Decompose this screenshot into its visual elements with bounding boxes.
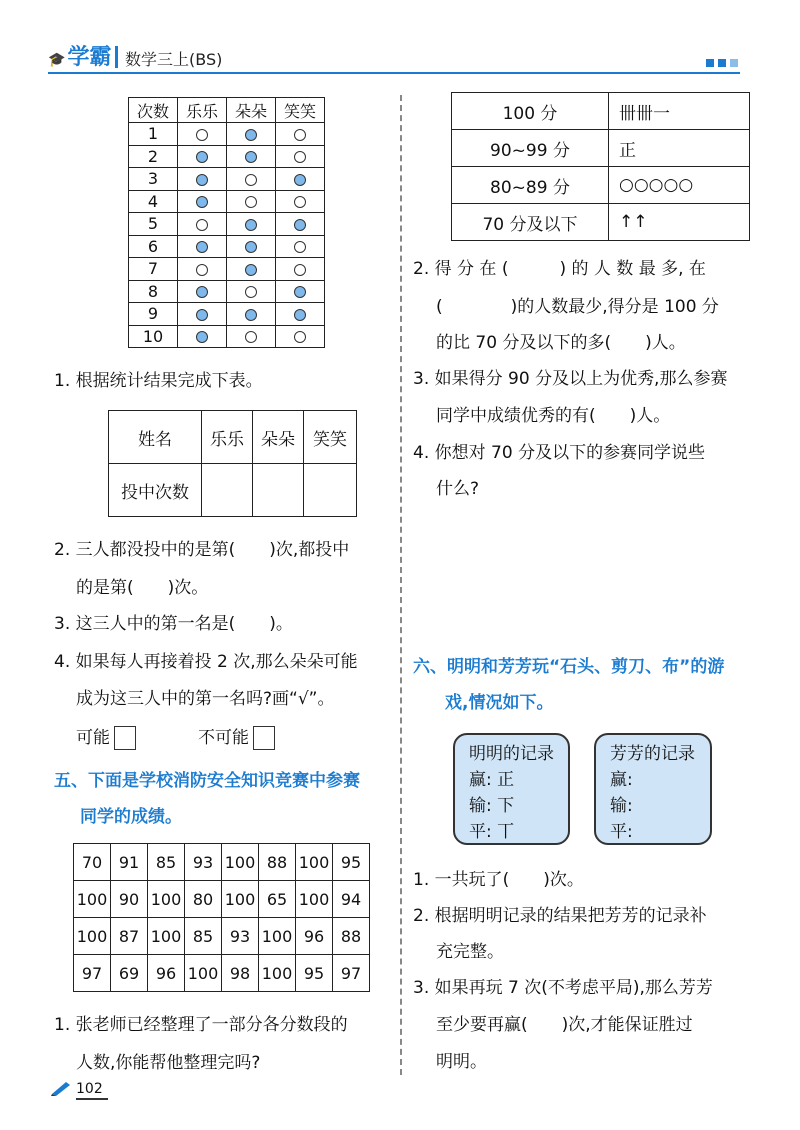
hit-circle-icon bbox=[294, 286, 306, 298]
shot-cell bbox=[178, 280, 227, 303]
r-question-2-line1: 2. 得 分 在 ( ) 的 人 数 最 多, 在 bbox=[413, 259, 706, 279]
shot-cell bbox=[227, 303, 276, 326]
hit-circle-icon bbox=[196, 309, 208, 321]
shot-number: 4 bbox=[129, 190, 178, 213]
range-cell: 80~89 分 bbox=[452, 167, 609, 204]
shot-cell bbox=[227, 168, 276, 191]
score-cell: 80 bbox=[185, 881, 222, 918]
r-question-4-line1: 4. 你想对 70 分及以下的参赛同学说些 bbox=[413, 443, 706, 463]
section-5-q1-line1: 1. 张老师已经整理了一部分各分数段的 bbox=[54, 1015, 348, 1035]
header-square-icon bbox=[706, 59, 714, 67]
score-cell: 100 bbox=[74, 918, 111, 955]
answer-cell[interactable] bbox=[253, 464, 304, 517]
hit-circle-icon bbox=[196, 174, 208, 186]
score-cell: 69 bbox=[111, 955, 148, 992]
r6-question-2-line1: 2. 根据明明记录的结果把芳芳的记录补 bbox=[413, 906, 707, 926]
shot-number: 5 bbox=[129, 213, 178, 236]
score-cell: 100 bbox=[259, 955, 296, 992]
score-cell: 100 bbox=[296, 881, 333, 918]
page-number: 102 bbox=[76, 1081, 103, 1097]
score-cell: 90 bbox=[111, 881, 148, 918]
option-can-label: 可能 bbox=[76, 728, 110, 748]
shot-cell bbox=[178, 123, 227, 146]
shot-row bbox=[129, 123, 325, 146]
card-draw: 平: bbox=[610, 822, 633, 842]
distribution-row bbox=[452, 130, 750, 167]
shot-cell bbox=[178, 213, 227, 236]
shot-number: 1 bbox=[129, 123, 178, 146]
shot-row bbox=[129, 168, 325, 191]
cannot-checkbox[interactable] bbox=[253, 726, 275, 750]
miss-circle-icon bbox=[294, 264, 306, 276]
section-6-title-line1: 六、明明和芳芳玩“石头、剪刀、布”的游 bbox=[413, 657, 725, 677]
tally-cell: 正 bbox=[609, 130, 750, 167]
result-header-lele: 乐乐 bbox=[202, 411, 253, 464]
score-cell: 85 bbox=[185, 918, 222, 955]
score-cell: 85 bbox=[148, 844, 185, 881]
score-cell: 93 bbox=[185, 844, 222, 881]
r6-question-3-line1: 3. 如果再玩 7 次(不考虑平局),那么芳芳 bbox=[413, 978, 713, 998]
question-4-line1: 4. 如果每人再接着投 2 次,那么朵朵可能 bbox=[54, 652, 358, 672]
score-cell: 96 bbox=[296, 918, 333, 955]
footer-rule bbox=[76, 1098, 108, 1100]
hit-circle-icon bbox=[196, 286, 208, 298]
distribution-table bbox=[451, 92, 750, 241]
can-checkbox[interactable] bbox=[114, 726, 136, 750]
shot-table-header bbox=[129, 98, 325, 123]
score-cell: 96 bbox=[148, 955, 185, 992]
logo-divider bbox=[115, 46, 118, 68]
card-draw: 平: 丅 bbox=[469, 822, 515, 842]
question-4-line2: 成为这三人中的第一名吗?画“√”。 bbox=[76, 689, 335, 709]
miss-circle-icon bbox=[245, 331, 257, 343]
miss-circle-icon bbox=[294, 241, 306, 253]
hit-circle-icon bbox=[196, 196, 208, 208]
book-title: 数学三上(BS) bbox=[125, 50, 223, 69]
shot-cell bbox=[178, 168, 227, 191]
score-row bbox=[74, 955, 370, 992]
shot-cell bbox=[178, 325, 227, 348]
score-cell: 91 bbox=[111, 844, 148, 881]
card-win: 赢: bbox=[610, 770, 633, 790]
section-6-title-line2: 戏,情况如下。 bbox=[445, 693, 554, 713]
answer-cell[interactable] bbox=[202, 464, 253, 517]
result-header-name: 姓名 bbox=[109, 411, 202, 464]
score-cell: 97 bbox=[333, 955, 370, 992]
miss-circle-icon bbox=[245, 286, 257, 298]
answer-cell[interactable] bbox=[304, 464, 357, 517]
hit-circle-icon bbox=[245, 129, 257, 141]
question-2-line2: 的是第( )次。 bbox=[76, 578, 209, 598]
shot-cell bbox=[178, 145, 227, 168]
shot-number: 3 bbox=[129, 168, 178, 191]
shot-cell bbox=[227, 280, 276, 303]
r6-question-2-line2: 充完整。 bbox=[436, 942, 504, 962]
card-win: 赢: 正 bbox=[469, 770, 515, 790]
shot-cell bbox=[276, 235, 325, 258]
result-header-duoduo: 朵朵 bbox=[253, 411, 304, 464]
logo bbox=[48, 40, 111, 71]
card-lose: 输: bbox=[610, 796, 633, 816]
shot-cell bbox=[178, 190, 227, 213]
miss-circle-icon bbox=[196, 129, 208, 141]
r-question-4-line2: 什么? bbox=[436, 479, 480, 499]
option-cannot-label: 不可能 bbox=[198, 728, 249, 748]
shot-cell bbox=[178, 303, 227, 326]
score-cell: 93 bbox=[222, 918, 259, 955]
shot-number: 8 bbox=[129, 280, 178, 303]
shot-number: 7 bbox=[129, 258, 178, 281]
card-title: 芳芳的记录 bbox=[610, 744, 695, 764]
miss-circle-icon bbox=[196, 264, 208, 276]
score-table bbox=[73, 843, 370, 992]
score-cell: 88 bbox=[259, 844, 296, 881]
shot-cell bbox=[227, 123, 276, 146]
shot-number: 9 bbox=[129, 303, 178, 326]
hit-circle-icon bbox=[245, 151, 257, 163]
mingming-record-card bbox=[453, 733, 570, 845]
score-cell: 87 bbox=[111, 918, 148, 955]
shot-cell bbox=[276, 258, 325, 281]
r-question-2-line3: 的比 70 分及以下的多( )人。 bbox=[436, 333, 686, 353]
shot-cell bbox=[276, 145, 325, 168]
shot-cell bbox=[227, 213, 276, 236]
shot-header-cell: 乐乐 bbox=[178, 98, 227, 123]
section-5-q1-line2: 人数,你能帮他整理完吗? bbox=[76, 1053, 261, 1073]
shot-row bbox=[129, 258, 325, 281]
hit-circle-icon bbox=[245, 241, 257, 253]
range-cell: 70 分及以下 bbox=[452, 204, 609, 241]
shot-cell bbox=[227, 235, 276, 258]
hit-circle-icon bbox=[196, 331, 208, 343]
pencil-icon bbox=[50, 1080, 70, 1094]
score-cell: 95 bbox=[333, 844, 370, 881]
hit-circle-icon bbox=[245, 309, 257, 321]
shot-cell bbox=[227, 325, 276, 348]
score-cell: 100 bbox=[259, 918, 296, 955]
range-cell: 90~99 分 bbox=[452, 130, 609, 167]
shot-cell bbox=[276, 190, 325, 213]
miss-circle-icon bbox=[294, 196, 306, 208]
shot-cell bbox=[227, 190, 276, 213]
result-header-xiaoxiao: 笑笑 bbox=[304, 411, 357, 464]
miss-circle-icon bbox=[294, 151, 306, 163]
card-title: 明明的记录 bbox=[469, 744, 554, 764]
shot-header-cell: 次数 bbox=[129, 98, 178, 123]
score-cell: 97 bbox=[74, 955, 111, 992]
hit-circle-icon bbox=[294, 219, 306, 231]
shot-cell bbox=[276, 280, 325, 303]
question-1: 1. 根据统计结果完成下表。 bbox=[54, 371, 263, 391]
section-5-title-line2: 同学的成绩。 bbox=[80, 807, 182, 827]
r-question-2-line2: ( )的人数最少,得分是 100 分 bbox=[436, 297, 719, 317]
distribution-row bbox=[452, 167, 750, 204]
r-question-3-line1: 3. 如果得分 90 分及以上为优秀,那么参赛 bbox=[413, 369, 728, 389]
r6-question-1: 1. 一共玩了( )次。 bbox=[413, 870, 584, 890]
graduation-cap-icon: 🎓 bbox=[48, 52, 66, 68]
question-2-line1: 2. 三人都没投中的是第( )次,都投中 bbox=[54, 540, 350, 560]
score-cell: 100 bbox=[222, 881, 259, 918]
shot-cell bbox=[276, 168, 325, 191]
r6-question-3-line3: 明明。 bbox=[436, 1052, 487, 1072]
column-divider bbox=[400, 95, 402, 1075]
tally-cell: ○○○○○ bbox=[609, 167, 750, 204]
score-cell: 100 bbox=[222, 844, 259, 881]
shot-cell bbox=[178, 235, 227, 258]
result-table bbox=[108, 410, 357, 517]
section-5-title-line1: 五、下面是学校消防安全知识竞赛中参赛 bbox=[54, 771, 360, 791]
distribution-row bbox=[452, 204, 750, 241]
header-rule bbox=[48, 72, 740, 74]
header-square-icon bbox=[730, 59, 738, 67]
shot-cell bbox=[178, 258, 227, 281]
score-cell: 100 bbox=[185, 955, 222, 992]
logo-text: 学霸 bbox=[67, 45, 112, 70]
miss-circle-icon bbox=[245, 196, 257, 208]
hit-circle-icon bbox=[294, 309, 306, 321]
shot-row bbox=[129, 235, 325, 258]
shot-row bbox=[129, 303, 325, 326]
shot-cell bbox=[276, 123, 325, 146]
score-cell: 100 bbox=[148, 881, 185, 918]
shot-row bbox=[129, 213, 325, 236]
header-square-icon bbox=[718, 59, 726, 67]
option-can bbox=[76, 721, 136, 755]
score-cell: 100 bbox=[74, 881, 111, 918]
score-cell: 100 bbox=[148, 918, 185, 955]
shot-cell bbox=[227, 145, 276, 168]
miss-circle-icon bbox=[294, 331, 306, 343]
shot-row bbox=[129, 325, 325, 348]
shot-number: 10 bbox=[129, 325, 178, 348]
r6-question-3-line2: 至少要再赢( )次,才能保证胜过 bbox=[436, 1015, 693, 1035]
score-row bbox=[74, 918, 370, 955]
shot-cell bbox=[276, 213, 325, 236]
shot-row bbox=[129, 145, 325, 168]
shot-cell bbox=[276, 325, 325, 348]
hit-circle-icon bbox=[196, 151, 208, 163]
r-question-3-line2: 同学中成绩优秀的有( )人。 bbox=[436, 406, 671, 426]
miss-circle-icon bbox=[294, 129, 306, 141]
score-cell: 65 bbox=[259, 881, 296, 918]
shot-header-cell: 朵朵 bbox=[227, 98, 276, 123]
tally-cell: ↑↑ bbox=[609, 204, 750, 241]
score-row bbox=[74, 844, 370, 881]
hit-circle-icon bbox=[245, 264, 257, 276]
miss-circle-icon bbox=[196, 219, 208, 231]
fangfang-record-card[interactable] bbox=[594, 733, 712, 845]
hit-circle-icon bbox=[294, 174, 306, 186]
option-cannot bbox=[198, 721, 275, 755]
question-3: 3. 这三人中的第一名是( )。 bbox=[54, 614, 293, 634]
shot-record-table bbox=[128, 97, 325, 348]
hit-circle-icon bbox=[196, 241, 208, 253]
miss-circle-icon bbox=[245, 174, 257, 186]
score-cell: 94 bbox=[333, 881, 370, 918]
score-cell: 100 bbox=[296, 844, 333, 881]
hit-circle-icon bbox=[245, 219, 257, 231]
shot-cell bbox=[227, 258, 276, 281]
result-row-label: 投中次数 bbox=[109, 464, 202, 517]
shot-number: 2 bbox=[129, 145, 178, 168]
score-cell: 88 bbox=[333, 918, 370, 955]
shot-row bbox=[129, 280, 325, 303]
score-cell: 98 bbox=[222, 955, 259, 992]
shot-number: 6 bbox=[129, 235, 178, 258]
shot-cell bbox=[276, 303, 325, 326]
card-lose: 输: 下 bbox=[469, 796, 515, 816]
tally-cell: 卌卌一 bbox=[609, 93, 750, 130]
distribution-row bbox=[452, 93, 750, 130]
shot-header-cell: 笑笑 bbox=[276, 98, 325, 123]
score-row bbox=[74, 881, 370, 918]
score-cell: 95 bbox=[296, 955, 333, 992]
shot-row bbox=[129, 190, 325, 213]
range-cell: 100 分 bbox=[452, 93, 609, 130]
score-cell: 70 bbox=[74, 844, 111, 881]
